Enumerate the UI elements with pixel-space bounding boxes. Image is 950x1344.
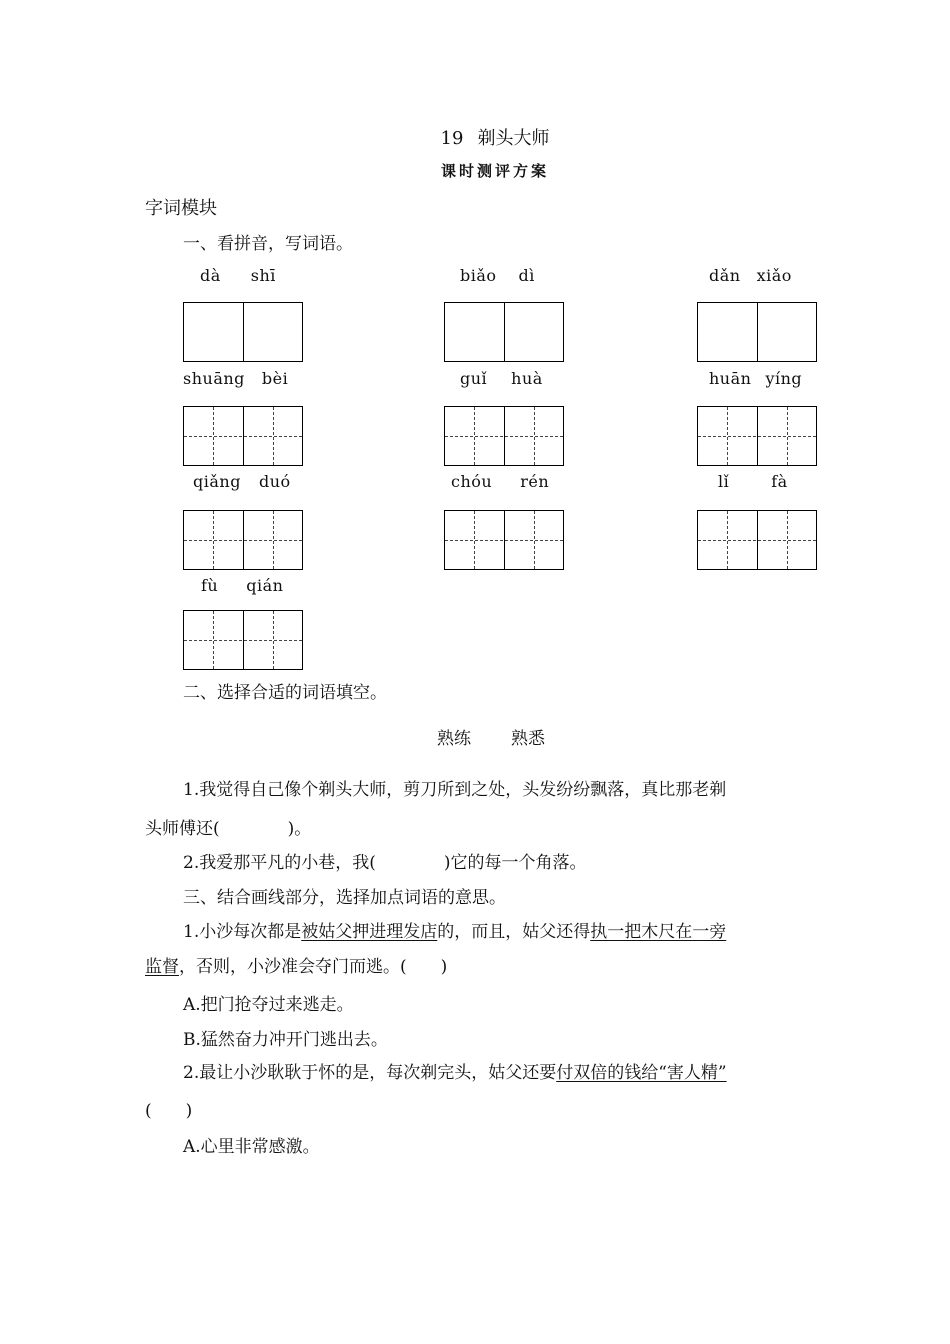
lesson-name: 剃头大师 [477, 128, 550, 149]
pinyin-label: lǐ fà [718, 472, 788, 491]
pinyin-label: dǎn xiǎo [709, 266, 792, 285]
tianzige-box[interactable] [444, 510, 564, 570]
q3-option-b[interactable]: B.猛然奋力冲开门逃出去。 [183, 1030, 388, 1050]
q2-sentence-1-cont[interactable]: 头师傅还( )。 [145, 819, 312, 839]
tianzige-box[interactable] [183, 510, 303, 570]
tianzige-box[interactable] [697, 406, 817, 466]
pinyin-label: biǎo dì [460, 266, 535, 285]
pinyin-label: huān yíng [709, 369, 803, 388]
q2-heading: 二、选择合适的词语填空。 [183, 683, 387, 703]
q3-option-a[interactable]: A.把门抢夺过来逃走。 [183, 995, 354, 1015]
section-label: 字词模块 [145, 198, 217, 219]
q3-sentence-1: 1.小沙每次都是被姑父押进理发店的，而且，姑父还得执一把木尺在一旁 [183, 922, 727, 942]
pinyin-label: qiǎng duó [193, 472, 291, 491]
option-word: 熟悉 [511, 729, 545, 749]
q3-option-a-2[interactable]: A.心里非常感激。 [183, 1137, 320, 1157]
pinyin-label: dà shī [200, 266, 276, 285]
tianzige-box[interactable] [183, 406, 303, 466]
answer-box[interactable] [444, 302, 564, 362]
q3-heading: 三、结合画线部分，选择加点词语的意思。 [183, 888, 506, 908]
q3-sentence-1-cont[interactable]: 监督，否则，小沙准会夺门而逃。( ) [145, 957, 448, 977]
q1-heading: 一、看拼音，写词语。 [183, 234, 353, 254]
pinyin-label: chóu rén [451, 472, 550, 491]
subtitle: 课时测评方案 [440, 162, 549, 180]
lesson-number: 19 [440, 128, 464, 149]
tianzige-box[interactable] [697, 510, 817, 570]
pinyin-label: guǐ huà [460, 369, 543, 388]
lesson-title [0, 124, 950, 150]
answer-box[interactable] [697, 302, 817, 362]
pinyin-label: fù qián [201, 576, 284, 595]
tianzige-box[interactable] [183, 610, 303, 670]
answer-box[interactable] [183, 302, 303, 362]
underlined-phrase: 执一把木尺在一旁 [590, 922, 727, 942]
word-options [437, 724, 545, 749]
q2-sentence-1: 1.我觉得自己像个剃头大师，剪刀所到之处，头发纷纷飘落，真比那老剃 [183, 780, 727, 800]
underlined-phrase: 付双倍的钱给“害人精” [556, 1063, 727, 1083]
tianzige-box[interactable] [444, 406, 564, 466]
option-word: 熟练 [437, 729, 471, 749]
q3-sentence-2: 2.最让小沙耿耿于怀的是，每次剃完头，姑父还要付双倍的钱给“害人精” [183, 1063, 727, 1083]
underlined-phrase: 被姑父押进理发店 [301, 922, 438, 942]
underlined-phrase: 监督 [145, 957, 179, 977]
q3-answer-paren[interactable]: ( ) [145, 1101, 193, 1121]
q2-sentence-2[interactable]: 2.我爱那平凡的小巷，我( )它的每一个角落。 [183, 853, 587, 873]
pinyin-label: shuāng bèi [183, 369, 289, 388]
